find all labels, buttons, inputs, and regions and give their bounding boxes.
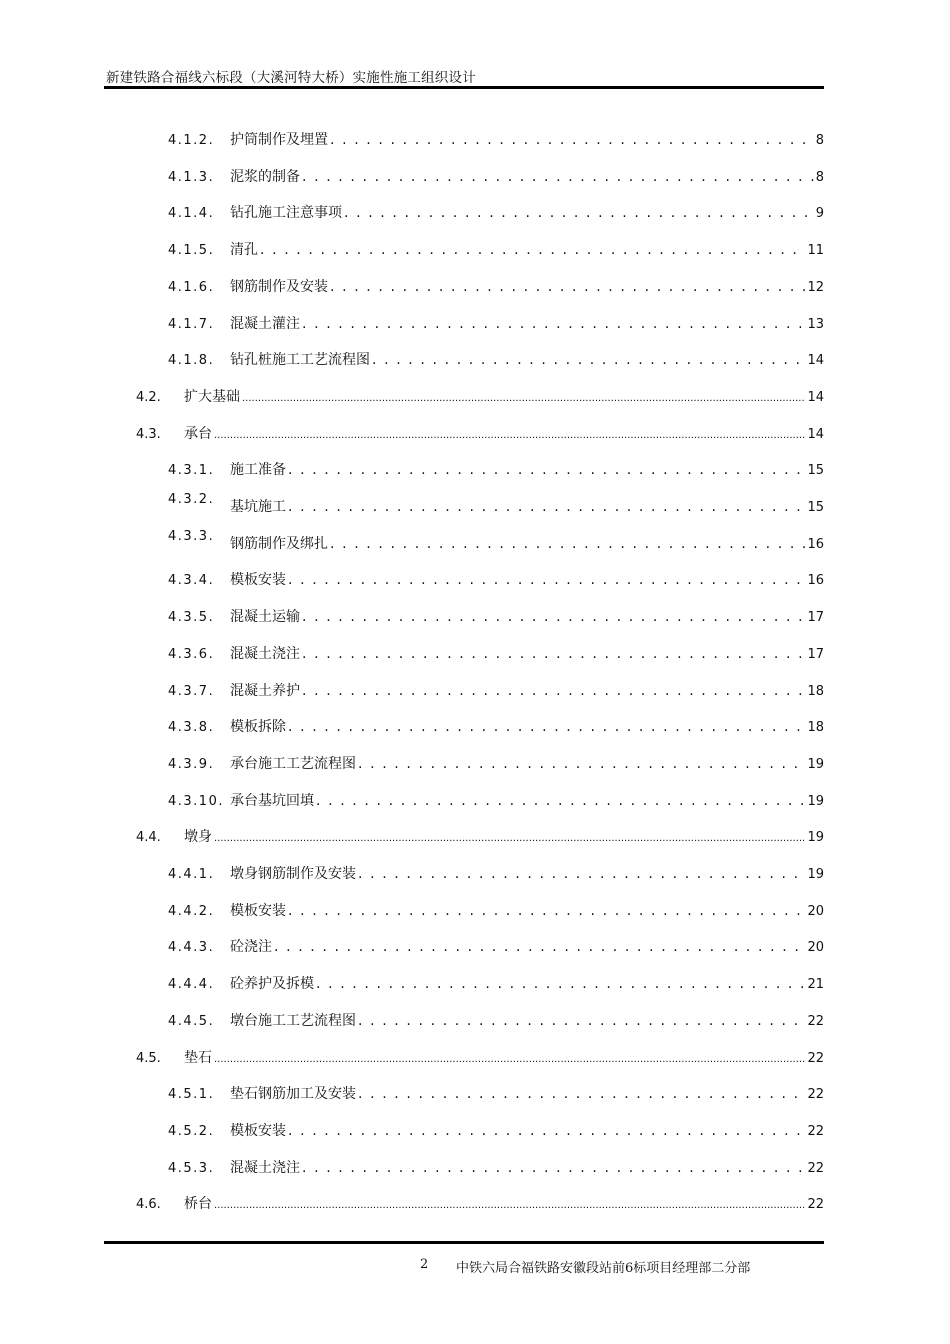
toc-entry[interactable] <box>168 129 824 149</box>
toc-dot-leader <box>288 499 805 515</box>
toc-entry-number: 4.2. <box>136 390 161 405</box>
toc-entry-title: 模板安装 <box>230 572 286 588</box>
toc-entry-page: 11 <box>807 243 824 258</box>
toc-entry-page: 22 <box>807 1014 824 1029</box>
toc-dot-leader <box>330 279 805 295</box>
toc-entry[interactable] <box>168 529 824 553</box>
toc-entry-title: 施工准备 <box>230 462 286 478</box>
toc-entry-title: 混凝土浇注 <box>230 1160 300 1176</box>
toc-entry[interactable] <box>168 973 824 993</box>
toc-entry-number: 4.1.7. <box>168 317 215 332</box>
toc-entry-number: 4.6. <box>136 1197 161 1212</box>
toc-dot-leader <box>288 719 805 735</box>
toc-entry-page: 14 <box>807 390 824 405</box>
toc-dot-leader <box>330 536 805 552</box>
toc-entry-page: 20 <box>807 904 824 919</box>
toc-entry-page: 22 <box>807 1124 824 1139</box>
toc-entry-page: 17 <box>807 610 824 625</box>
toc-entry[interactable] <box>168 606 824 626</box>
toc-entry-number: 4.4.5. <box>168 1014 215 1029</box>
toc-entry-title: 清孔 <box>230 242 258 258</box>
toc-dot-leader <box>302 683 805 699</box>
toc-entry-number: 4.1.5. <box>168 243 215 258</box>
toc-entry-page: 19 <box>807 794 824 809</box>
toc-entry-number: 4.4.3. <box>168 940 215 955</box>
toc-entry[interactable] <box>168 1120 824 1140</box>
toc-entry-number: 4.1.3. <box>168 170 215 185</box>
toc-entry[interactable] <box>168 863 824 883</box>
toc-entry-title: 承台施工工艺流程图 <box>230 756 356 772</box>
toc-entry[interactable] <box>136 386 824 406</box>
toc-entry[interactable] <box>168 349 824 369</box>
toc-entry-number: 4.4.4. <box>168 977 215 992</box>
toc-entry[interactable] <box>168 202 824 222</box>
toc-entry[interactable] <box>168 492 824 516</box>
toc-entry[interactable] <box>168 166 824 186</box>
toc-entry-page: 15 <box>807 500 824 515</box>
toc-entry-page: 16 <box>807 537 824 552</box>
toc-entry-page: 18 <box>807 684 824 699</box>
toc-dot-leader <box>316 976 805 992</box>
toc-entry[interactable] <box>168 459 824 479</box>
footer-page-number: 2 <box>420 1257 429 1272</box>
toc-dot-leader <box>260 242 805 258</box>
toc-entry[interactable] <box>168 313 824 333</box>
toc-entry-number: 4.5.2. <box>168 1124 215 1139</box>
toc-dot-leader <box>242 389 805 405</box>
toc-dot-leader <box>372 352 805 368</box>
toc-entry-number: 4.3.3. <box>168 529 215 544</box>
toc-entry-title: 砼浇注 <box>230 939 272 955</box>
toc-entry-title: 砼养护及拆模 <box>230 976 314 992</box>
toc-entry-page: 22 <box>807 1087 824 1102</box>
toc-entry[interactable] <box>168 569 824 589</box>
toc-entry-title: 模板安装 <box>230 903 286 919</box>
toc-entry-page: 19 <box>807 757 824 772</box>
toc-entry-title: 垫石 <box>184 1050 212 1066</box>
toc-entry-number: 4.4.2. <box>168 904 215 919</box>
toc-entry-number: 4.1.2. <box>168 133 215 148</box>
toc-entry-page: 21 <box>807 977 824 992</box>
toc-entry[interactable] <box>136 1047 824 1067</box>
toc-entry-title: 基坑施工 <box>230 499 286 515</box>
toc-entry-page: 13 <box>807 317 824 332</box>
toc-entry-page: 8 <box>815 170 824 185</box>
toc-entry-page: 19 <box>807 867 824 882</box>
toc-entry-page: 20 <box>807 940 824 955</box>
toc-entry-number: 4.3.10. <box>168 794 224 809</box>
toc-entry[interactable] <box>168 790 824 810</box>
toc-dot-leader <box>344 205 814 221</box>
toc-entry-title: 承台 <box>184 426 212 442</box>
toc-entry-title: 泥浆的制备 <box>230 169 300 185</box>
toc-dot-leader <box>288 462 805 478</box>
header-title: 新建铁路合福线六标段（大溪河特大桥）实施性施工组织设计 <box>106 70 476 86</box>
toc-dot-leader <box>330 132 814 148</box>
toc-entry-title: 钢筋制作及绑扎 <box>230 536 328 552</box>
toc-dot-leader <box>302 646 805 662</box>
toc-entry-title: 扩大基础 <box>184 389 240 405</box>
toc-dot-leader <box>274 939 805 955</box>
toc-entry-number: 4.1.4. <box>168 206 215 221</box>
toc-entry-page: 15 <box>807 463 824 478</box>
toc-entry[interactable] <box>168 716 824 736</box>
toc-entry[interactable] <box>168 900 824 920</box>
toc-entry-number: 4.4.1. <box>168 867 215 882</box>
toc-entry-number: 4.3.7. <box>168 684 215 699</box>
toc-entry[interactable] <box>168 1157 824 1177</box>
toc-dot-leader <box>214 426 805 442</box>
toc-entry-title: 墩身 <box>184 829 212 845</box>
toc-entry-number: 4.5.1. <box>168 1087 215 1102</box>
toc-entry-title: 模板安装 <box>230 1123 286 1139</box>
toc-entry[interactable] <box>168 936 824 956</box>
toc-entry-title: 混凝土运输 <box>230 609 300 625</box>
toc-entry[interactable] <box>136 1193 824 1213</box>
toc-entry-page: 17 <box>807 647 824 662</box>
toc-entry-page: 14 <box>807 427 824 442</box>
toc-entry-page: 14 <box>807 353 824 368</box>
toc-entry[interactable] <box>168 239 824 259</box>
toc-entry-page: 16 <box>807 573 824 588</box>
toc-entry[interactable] <box>168 1083 824 1103</box>
toc-dot-leader <box>358 1086 805 1102</box>
toc-entry-title: 混凝土灌注 <box>230 316 300 332</box>
toc-dot-leader <box>288 903 805 919</box>
toc-entry-page: 18 <box>807 720 824 735</box>
toc-dot-leader <box>288 572 805 588</box>
toc-entry-title: 模板拆除 <box>230 719 286 735</box>
toc-entry-title: 桥台 <box>184 1196 212 1212</box>
toc-entry-number: 4.1.6. <box>168 280 215 295</box>
toc-dot-leader <box>358 866 805 882</box>
toc-entry-page: 22 <box>807 1197 824 1212</box>
toc-entry-number: 4.3.9. <box>168 757 215 772</box>
toc-entry-title: 混凝土养护 <box>230 683 300 699</box>
toc-entry-number: 4.5.3. <box>168 1161 215 1176</box>
toc-entry[interactable] <box>168 1010 824 1030</box>
toc-entry-title: 墩身钢筋制作及安装 <box>230 866 356 882</box>
toc-entry-page: 22 <box>807 1051 824 1066</box>
toc-entry[interactable] <box>168 680 824 700</box>
toc-entry[interactable] <box>136 423 824 443</box>
toc-dot-leader <box>214 1050 805 1066</box>
toc-entry-page: 8 <box>815 133 824 148</box>
toc-entry[interactable] <box>168 276 824 296</box>
toc-entry-number: 4.3.4. <box>168 573 215 588</box>
toc-dot-leader <box>316 793 805 809</box>
toc-entry-page: 12 <box>807 280 824 295</box>
toc-entry-title: 钻孔施工注意事项 <box>230 205 342 221</box>
toc-entry-number: 4.3.2. <box>168 492 215 507</box>
toc-entry[interactable] <box>168 753 824 773</box>
toc-entry-title: 钻孔桩施工工艺流程图 <box>230 352 370 368</box>
toc-dot-leader <box>288 1123 805 1139</box>
toc-dot-leader <box>214 829 805 845</box>
toc-entry-page: 22 <box>807 1161 824 1176</box>
toc-entry-number: 4.3.6. <box>168 647 215 662</box>
toc-entry-title: 混凝土浇注 <box>230 646 300 662</box>
toc-entry-title: 护筒制作及埋置 <box>230 132 328 148</box>
toc-entry-page: 19 <box>807 830 824 845</box>
toc-entry-number: 4.3. <box>136 427 161 442</box>
toc-entry-title: 承台基坑回填 <box>230 793 314 809</box>
toc-dot-leader <box>358 756 805 772</box>
footer-rule <box>104 1241 824 1244</box>
toc-entry-title: 垫石钢筋加工及安装 <box>230 1086 356 1102</box>
footer-organization: 中铁六局合福铁路安徽段站前6标项目经理部二分部 <box>456 1261 751 1276</box>
toc-entry-title: 墩台施工工艺流程图 <box>230 1013 356 1029</box>
toc-entry[interactable] <box>136 826 824 846</box>
toc-entry-number: 4.4. <box>136 830 161 845</box>
toc-dot-leader <box>302 609 805 625</box>
toc-dot-leader <box>302 1160 805 1176</box>
toc-entry-page: 9 <box>815 206 824 221</box>
toc-dot-leader <box>302 316 805 332</box>
toc-dot-leader <box>214 1196 805 1212</box>
toc-dot-leader <box>302 169 814 185</box>
toc-entry-number: 4.5. <box>136 1051 161 1066</box>
toc-entry-number: 4.3.8. <box>168 720 215 735</box>
toc-dot-leader <box>358 1013 805 1029</box>
toc-entry-title: 钢筋制作及安装 <box>230 279 328 295</box>
toc-entry[interactable] <box>168 643 824 663</box>
toc-entry-number: 4.3.1. <box>168 463 215 478</box>
toc-entry-number: 4.3.5. <box>168 610 215 625</box>
toc-entry-number: 4.1.8. <box>168 353 215 368</box>
